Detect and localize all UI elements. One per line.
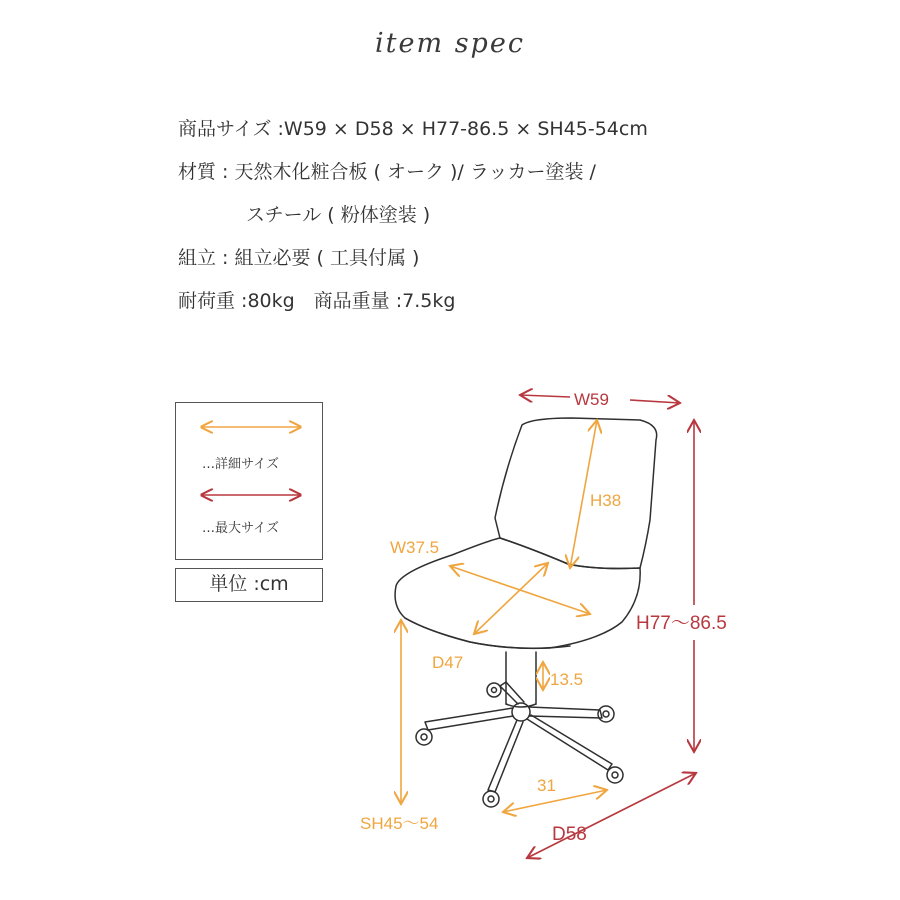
dim-d47-label: D47: [432, 653, 464, 672]
dim-h77-label: H77～86.5: [636, 613, 727, 634]
dim-d58-label: D58: [552, 824, 587, 845]
dim-13-label: 13.5: [550, 670, 584, 689]
spec-material-continued: スチール ( 粉体塗装 ): [246, 204, 431, 226]
spec-size: 商品サイズ :W59 × D58 × H77-86.5 × SH45-54cm: [178, 118, 648, 140]
dim-h38-label: H38: [590, 491, 622, 510]
unit-label: 単位 :cm: [175, 568, 323, 602]
spec-weight: 耐荷重 :80kg 商品重量 :7.5kg: [178, 290, 456, 312]
page-title: item spec: [375, 28, 525, 59]
dim-d47-arrow: [474, 563, 548, 634]
dim-w59-label: W59: [574, 390, 609, 409]
spec-material: 材質 : 天然木化粧合板 ( オーク )/ ラッカー塗装 /: [178, 161, 596, 183]
legend-detail-label: …詳細サイズ: [202, 457, 279, 472]
dim-31-label: 31: [537, 776, 556, 795]
chair-icon: [395, 418, 657, 807]
dim-sh-label: SH45～54: [360, 814, 439, 833]
dim-w59-arrow-right: [630, 400, 680, 403]
legend-max-label: …最大サイズ: [202, 521, 279, 536]
dim-w59-arrow-left: [520, 395, 570, 397]
spec-assembly: 組立 : 組立必要 ( 工具付属 ): [178, 247, 420, 269]
dim-w37-label: W37.5: [390, 538, 440, 557]
